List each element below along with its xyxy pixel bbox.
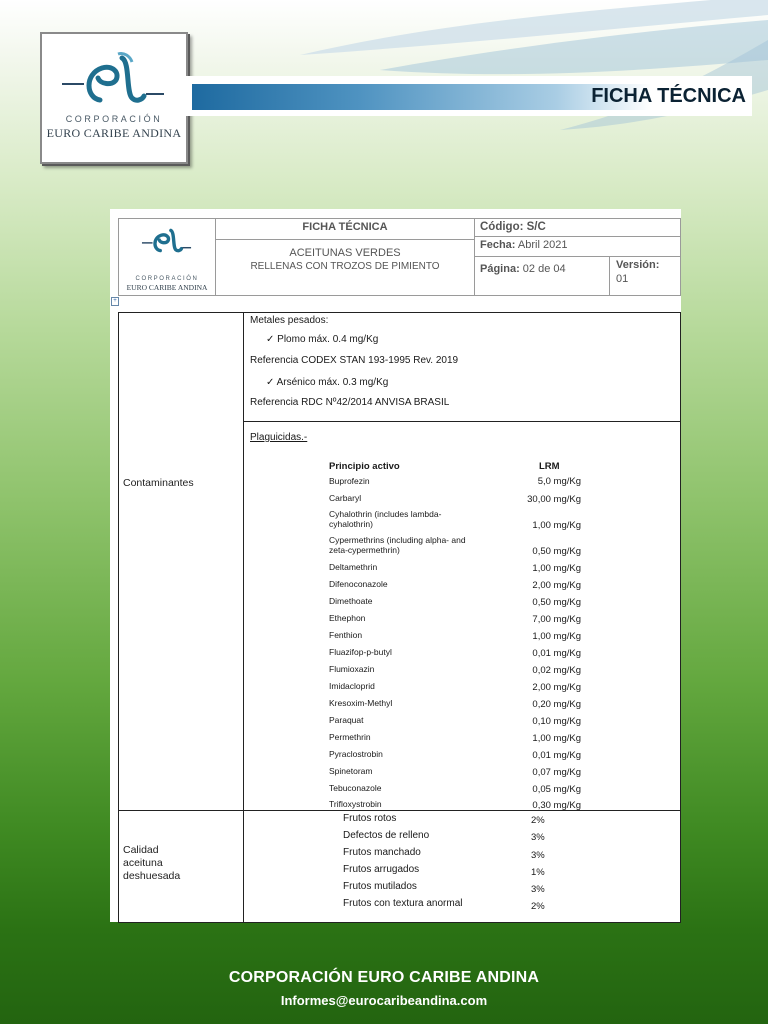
pesticide-lrm: 0,05 mg/Kg bbox=[532, 784, 581, 795]
codex-reference: Referencia CODEX STAN 193-1995 Rev. 2019 bbox=[250, 355, 459, 366]
pesticide-lrm: 0,01 mg/Kg bbox=[532, 648, 581, 659]
pesticide-name: Fluazifop-p-butyl bbox=[329, 647, 392, 657]
fecha-label: Fecha: bbox=[480, 239, 516, 251]
calidad-item-name: Frutos manchado bbox=[343, 847, 421, 858]
calidad-item-name: Frutos arrugados bbox=[343, 864, 420, 875]
calidad-item-value: 2% bbox=[531, 901, 545, 912]
pesticide-name: Spinetoram bbox=[329, 766, 373, 776]
calidad-item-value: 3% bbox=[531, 884, 545, 895]
pesticide-lrm: 0,02 mg/Kg bbox=[532, 665, 581, 676]
specifications-table bbox=[118, 312, 681, 923]
plaguicidas-title: Plaguicidas.- bbox=[250, 432, 308, 443]
pesticide-name: Imidacloprid bbox=[329, 681, 375, 691]
header-logo-mark-icon bbox=[141, 223, 193, 257]
header-pagina bbox=[480, 263, 566, 275]
pesticide-lrm: 1,00 mg/Kg bbox=[532, 563, 581, 574]
header-codigo bbox=[480, 221, 546, 233]
pesticide-lrm: 0,30 mg/Kg bbox=[532, 800, 581, 811]
pesticide-lrm: 1,00 mg/Kg bbox=[532, 733, 581, 744]
calidad-item-value: 2% bbox=[531, 815, 545, 826]
pesticide-lrm: 0,50 mg/Kg bbox=[532, 546, 581, 557]
calidad-item-value: 1% bbox=[531, 867, 545, 878]
document-header-table bbox=[118, 218, 681, 296]
pesticide-lrm: 7,00 mg/Kg bbox=[532, 614, 581, 625]
title-banner bbox=[184, 76, 752, 116]
pesticide-name: Buprofezin bbox=[329, 476, 370, 486]
codigo-label: Código: bbox=[480, 221, 524, 233]
plomo-item: ✓ Plomo máx. 0.4 mg/Kg bbox=[266, 334, 379, 345]
pesticide-name: Cyhalothrin (includes lambda- bbox=[329, 509, 442, 519]
calidad-item-name: Frutos mutilados bbox=[343, 881, 417, 892]
pesticide-name: Kresoxim-Methyl bbox=[329, 698, 393, 708]
pesticide-lrm: 1,00 mg/Kg bbox=[532, 631, 581, 642]
footer-email-link[interactable]: Informes@eurocaribeandina.com bbox=[280, 993, 488, 1008]
header-product-line2: RELLENAS CON TROZOS DE PIMIENTO bbox=[250, 261, 440, 272]
calidad-item-name: Frutos rotos bbox=[343, 813, 397, 824]
metales-title: Metales pesados: bbox=[250, 315, 329, 326]
pagina-label: Página: bbox=[480, 263, 520, 275]
header-company-name: EURO CARIBE ANDINA bbox=[126, 283, 208, 292]
pesticide-name: Dimethoate bbox=[329, 596, 373, 606]
pesticide-name: Paraquat bbox=[329, 715, 364, 725]
banner-gradient bbox=[192, 84, 752, 110]
anvisa-reference: Referencia RDC Nº42/2014 ANVISA BRASIL bbox=[250, 397, 450, 408]
pesticide-name: Pyraclostrobin bbox=[329, 749, 383, 759]
pesticide-name-cont: zeta-cypermethrin) bbox=[329, 545, 400, 555]
arsenico-item: ✓ Arsénico máx. 0.3 mg/Kg bbox=[266, 377, 389, 388]
pagina-value: 02 de 04 bbox=[522, 263, 566, 275]
pesticide-name: Tebuconazole bbox=[329, 783, 382, 793]
pesticide-lrm: 0,01 mg/Kg bbox=[532, 750, 581, 761]
version-label: Versión: bbox=[616, 259, 660, 271]
calidad-item-value: 3% bbox=[531, 832, 545, 843]
pesticide-lrm: 0,10 mg/Kg bbox=[532, 716, 581, 727]
pesticide-name: Carbaryl bbox=[329, 493, 362, 503]
pesticide-name: Fenthion bbox=[329, 630, 363, 640]
document-page bbox=[110, 209, 681, 922]
calidad-label-line3: deshuesada bbox=[123, 870, 181, 882]
pesticide-name: Permethrin bbox=[329, 732, 371, 742]
pesticide-name: Flumioxazin bbox=[329, 664, 375, 674]
header-fecha bbox=[480, 239, 567, 251]
calidad-label-line2: aceituna bbox=[123, 857, 163, 869]
footer-company-name: CORPORACIÓN EURO CARIBE ANDINA bbox=[228, 969, 540, 986]
contaminantes-label: Contaminantes bbox=[123, 477, 194, 489]
pesticide-lrm: 5,0 mg/Kg bbox=[537, 476, 581, 487]
pesticide-lrm: 2,00 mg/Kg bbox=[532, 580, 581, 591]
table-anchor-icon: + bbox=[111, 297, 119, 306]
pesticide-name-cont: cyhalothrin) bbox=[329, 519, 373, 529]
col-principio-activo: Principio activo bbox=[329, 461, 400, 472]
pesticide-lrm: 30,00 mg/Kg bbox=[527, 494, 581, 505]
calidad-item-value: 3% bbox=[531, 850, 545, 861]
logo-corporacion-text: CORPORACIÓN bbox=[65, 114, 163, 124]
pesticide-lrm: 0,07 mg/Kg bbox=[532, 767, 581, 778]
header-version bbox=[616, 258, 659, 286]
logo-mark-icon bbox=[60, 48, 168, 108]
pesticide-lrm: 1,00 mg/Kg bbox=[532, 520, 581, 531]
pesticide-name: Trifloxystrobin bbox=[329, 799, 382, 809]
header-corporacion-text: CORPORACIÓN bbox=[135, 276, 199, 282]
fecha-value: Abril 2021 bbox=[517, 239, 568, 251]
pesticide-lrm: 0,50 mg/Kg bbox=[532, 597, 581, 608]
calidad-label bbox=[123, 844, 180, 883]
calidad-label-line1: Calidad bbox=[123, 844, 159, 856]
calidad-item-name: Frutos con textura anormal bbox=[343, 898, 463, 909]
header-product-line1: ACEITUNAS VERDES bbox=[289, 247, 401, 259]
pesticide-name: Cypermethrins (including alpha- and bbox=[329, 535, 466, 545]
logo-company-name: EURO CARIBE ANDINA bbox=[46, 126, 182, 140]
banner-title: FICHA TÉCNICA bbox=[591, 85, 746, 107]
version-value: 01 bbox=[616, 273, 629, 285]
pesticide-name: Difenoconazole bbox=[329, 579, 388, 589]
pesticide-lrm: 2,00 mg/Kg bbox=[532, 682, 581, 693]
pesticide-name: Deltamethrin bbox=[329, 562, 378, 572]
codigo-value: S/C bbox=[526, 221, 546, 233]
pesticide-name: Ethephon bbox=[329, 613, 366, 623]
company-logo bbox=[40, 32, 188, 164]
header-doc-title: FICHA TÉCNICA bbox=[302, 221, 388, 233]
pesticide-lrm: 0,20 mg/Kg bbox=[532, 699, 581, 710]
calidad-item-name: Defectos de relleno bbox=[343, 830, 430, 841]
col-lrm: LRM bbox=[539, 461, 560, 472]
